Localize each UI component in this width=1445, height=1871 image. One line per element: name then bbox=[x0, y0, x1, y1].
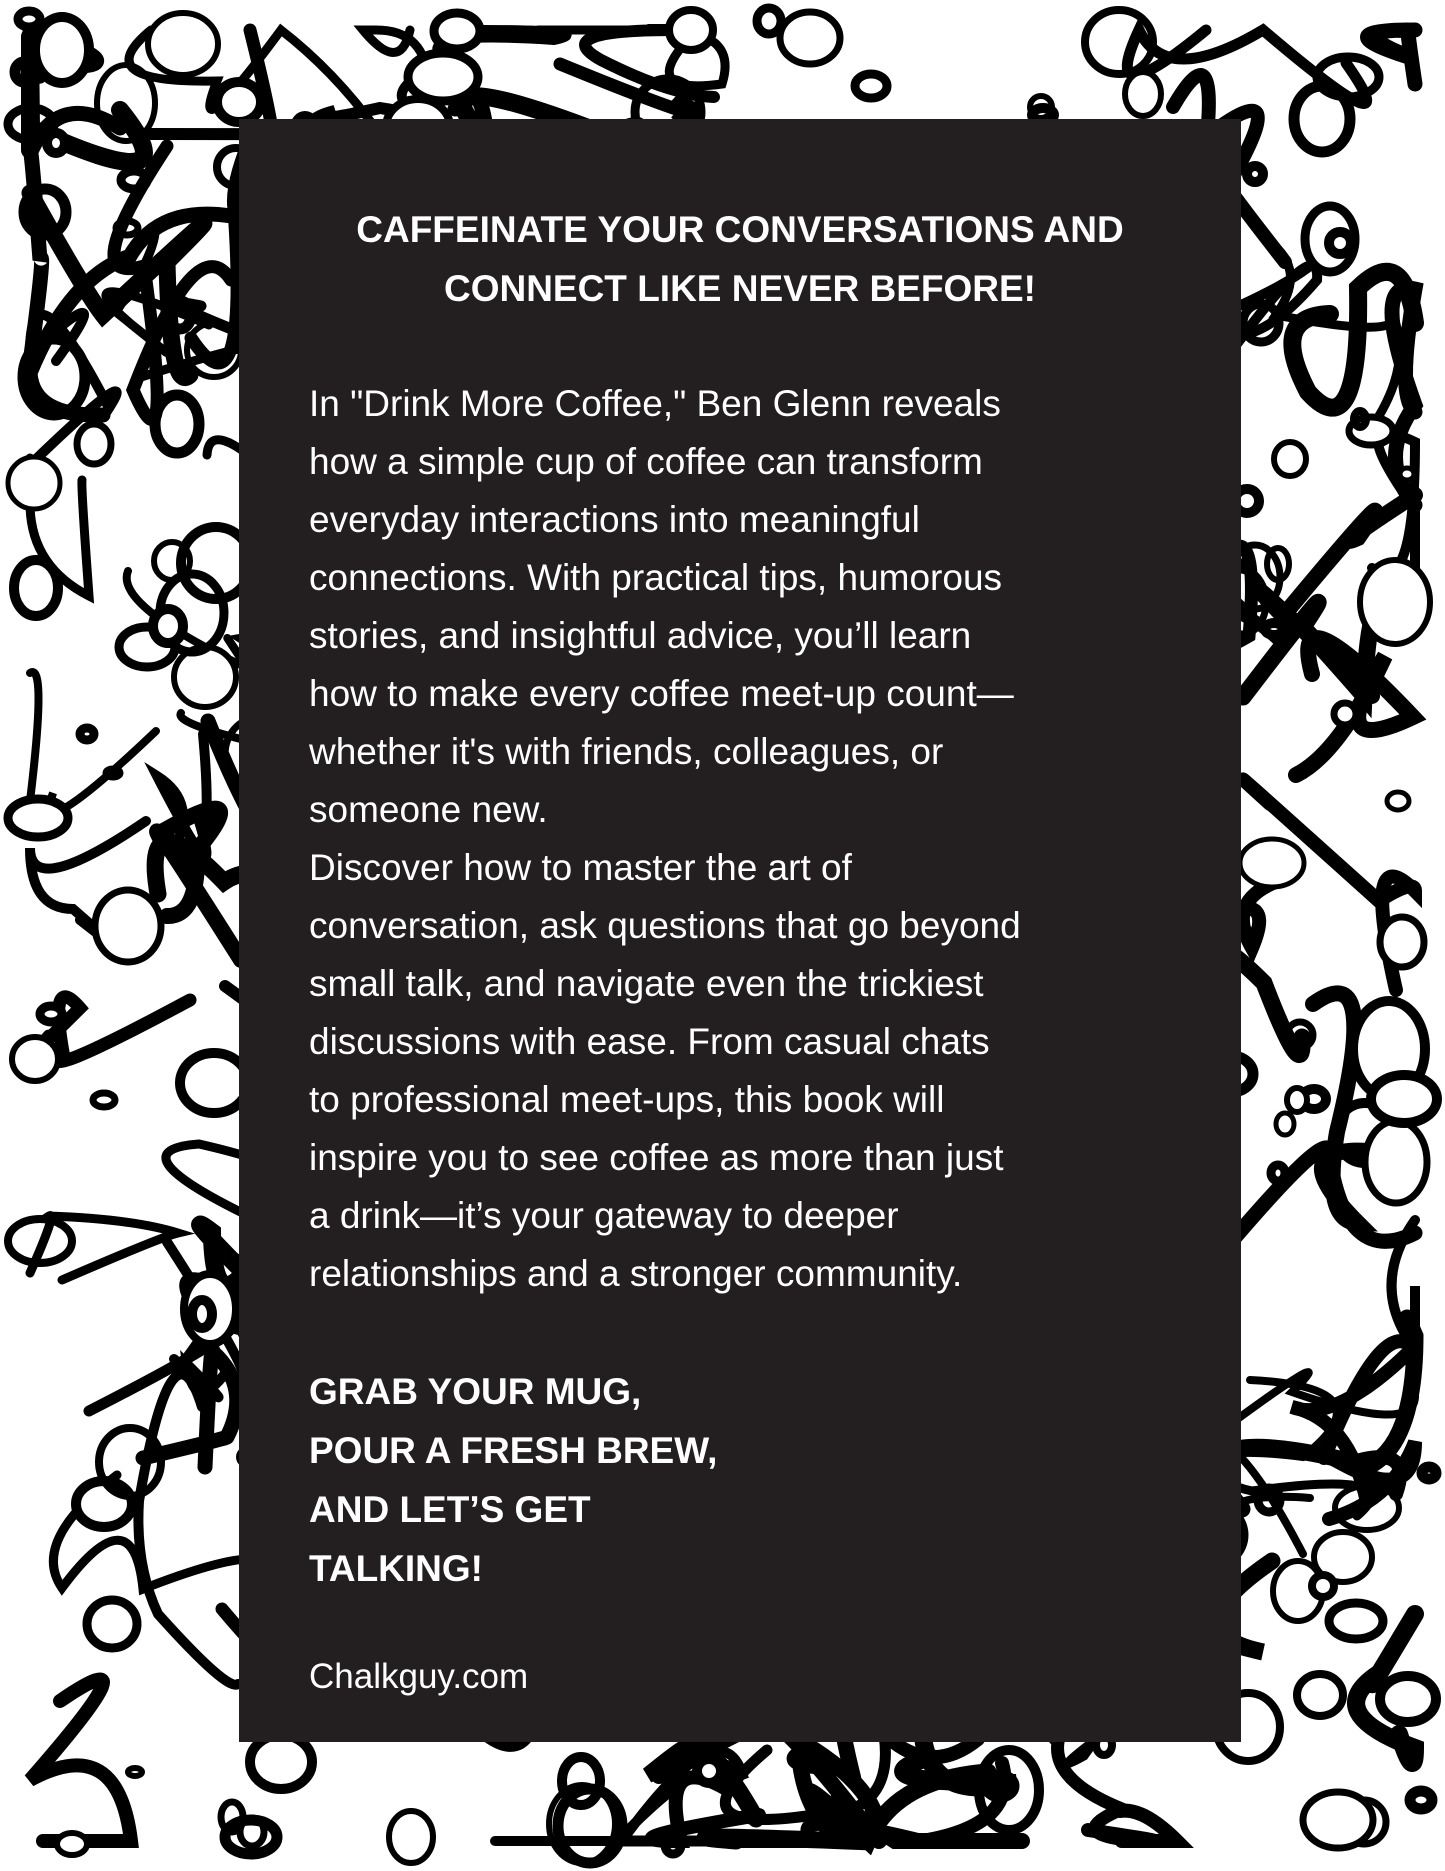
doodle-shape bbox=[77, 424, 111, 464]
doodle-shape bbox=[57, 1833, 87, 1855]
closing-line: AND LET’S GET bbox=[309, 1489, 591, 1530]
doodle-shape bbox=[408, 53, 478, 101]
doodle-shape bbox=[138, 1374, 238, 1684]
doodle-shape bbox=[389, 1811, 433, 1863]
closing-line: POUR A FRESH BREW, bbox=[309, 1430, 718, 1471]
doodle-shape bbox=[562, 1757, 600, 1805]
text-panel bbox=[239, 119, 1241, 1742]
doodle-shape bbox=[14, 560, 58, 616]
doodle-shape bbox=[95, 890, 161, 962]
doodle-shape bbox=[35, 17, 89, 83]
doodle-shape bbox=[40, 1006, 62, 1022]
doodle-shape bbox=[1287, 1088, 1307, 1112]
description bbox=[239, 375, 1241, 1303]
doodle-shape bbox=[153, 609, 183, 643]
description-line: relationships and a stronger community. bbox=[309, 1253, 963, 1294]
doodle-shape bbox=[128, 1768, 142, 1776]
doodle-shape bbox=[1360, 560, 1430, 644]
headline bbox=[239, 200, 1241, 318]
doodle-shape bbox=[30, 1215, 178, 1280]
description-line: connections. With practical tips, humorous bbox=[309, 557, 1003, 598]
doodle-shape bbox=[1329, 232, 1351, 254]
description-line: inspire you to see coffee as more than just bbox=[309, 1137, 1004, 1178]
description-line: conversation, ask questions that go beyond bbox=[309, 905, 1021, 946]
doodle-shape bbox=[1422, 1467, 1436, 1479]
doodle-shape bbox=[225, 1820, 277, 1854]
doodle-shape bbox=[1380, 917, 1424, 967]
doodle-shape bbox=[1334, 703, 1356, 725]
doodle-shape bbox=[669, 10, 713, 50]
doodle-shape bbox=[1400, 468, 1414, 480]
description-line: discussions with ease. From casual chats bbox=[309, 1021, 990, 1062]
description-line: how to make every coffee meet-up count— bbox=[309, 673, 1014, 714]
doodle-shape bbox=[855, 74, 887, 98]
doodle-shape bbox=[18, 11, 40, 27]
doodle-shape bbox=[1247, 166, 1263, 182]
doodle-shape bbox=[121, 171, 147, 189]
doodle-shape bbox=[1276, 1113, 1294, 1135]
doodle-shape bbox=[1380, 1676, 1436, 1722]
doodle-shape bbox=[87, 1600, 137, 1648]
doodle-shape bbox=[1265, 623, 1283, 635]
doodle-shape bbox=[1365, 1121, 1427, 1203]
description-line: a drink—it’s your gateway to deeper bbox=[309, 1195, 899, 1236]
doodle-shape bbox=[1303, 1792, 1373, 1848]
description-line: In "Drink More Coffee," Ben Glenn reveals bbox=[309, 383, 1001, 424]
doodle-shape bbox=[1271, 1165, 1285, 1181]
doodle-shape bbox=[1240, 839, 1304, 887]
doodle-shape bbox=[217, 82, 261, 122]
doodle-shape bbox=[8, 457, 60, 509]
doodle-shape bbox=[250, 1735, 312, 1789]
description-line: to professional meet-ups, this book will bbox=[309, 1079, 945, 1120]
description-line: small talk, and navigate even the trickiest bbox=[309, 963, 984, 1004]
description-line: stories, and insightful advice, you’ll learn bbox=[309, 615, 972, 656]
doodle-shape bbox=[30, 1679, 131, 1841]
headline-line: CAFFEINATE YOUR CONVERSATIONS AND bbox=[356, 209, 1124, 250]
description-line: how a simple cup of coffee can transform bbox=[309, 441, 983, 482]
description-line: everyday interactions into meaningful bbox=[309, 499, 920, 540]
description-line: Discover how to master the art of bbox=[309, 847, 852, 888]
doodle-shape bbox=[93, 1093, 115, 1107]
doodle-shape bbox=[80, 728, 94, 740]
doodle-shape bbox=[76, 1481, 132, 1527]
closing-line: GRAB YOUR MUG, bbox=[309, 1371, 642, 1412]
doodle-shape bbox=[12, 1037, 58, 1081]
description-line: whether it's with friends, colleagues, or bbox=[309, 731, 944, 772]
website-link[interactable]: Chalkguy.com bbox=[309, 1657, 529, 1696]
closing-line: TALKING! bbox=[309, 1548, 483, 1589]
doodle-shape bbox=[1297, 1674, 1343, 1716]
doodle-shape bbox=[1312, 1575, 1334, 1597]
doodle-shape bbox=[697, 1759, 721, 1783]
doodle-shape bbox=[1329, 1603, 1383, 1639]
doodle-shape bbox=[8, 799, 68, 837]
doodle-shape bbox=[434, 13, 480, 49]
doodle-shape bbox=[192, 1300, 212, 1328]
doodle-shape bbox=[148, 13, 218, 75]
doodle-shape bbox=[780, 12, 840, 64]
description-line: someone new. bbox=[309, 789, 548, 830]
doodle-shape bbox=[757, 8, 781, 34]
closing-call-to-action bbox=[309, 1362, 717, 1598]
doodle-shape bbox=[1410, 1791, 1432, 1809]
doodle-shape bbox=[1274, 442, 1306, 476]
doodle-shape bbox=[180, 1053, 248, 1113]
doodle-shape bbox=[1387, 792, 1409, 810]
doodle-shape bbox=[155, 395, 199, 453]
doodle-shape bbox=[1371, 1075, 1437, 1123]
doodle-shape bbox=[44, 997, 190, 1062]
doodle-shape bbox=[1125, 72, 1161, 116]
headline-line: CONNECT LIKE NEVER BEFORE! bbox=[443, 268, 1037, 309]
doodle-shape bbox=[174, 647, 236, 707]
